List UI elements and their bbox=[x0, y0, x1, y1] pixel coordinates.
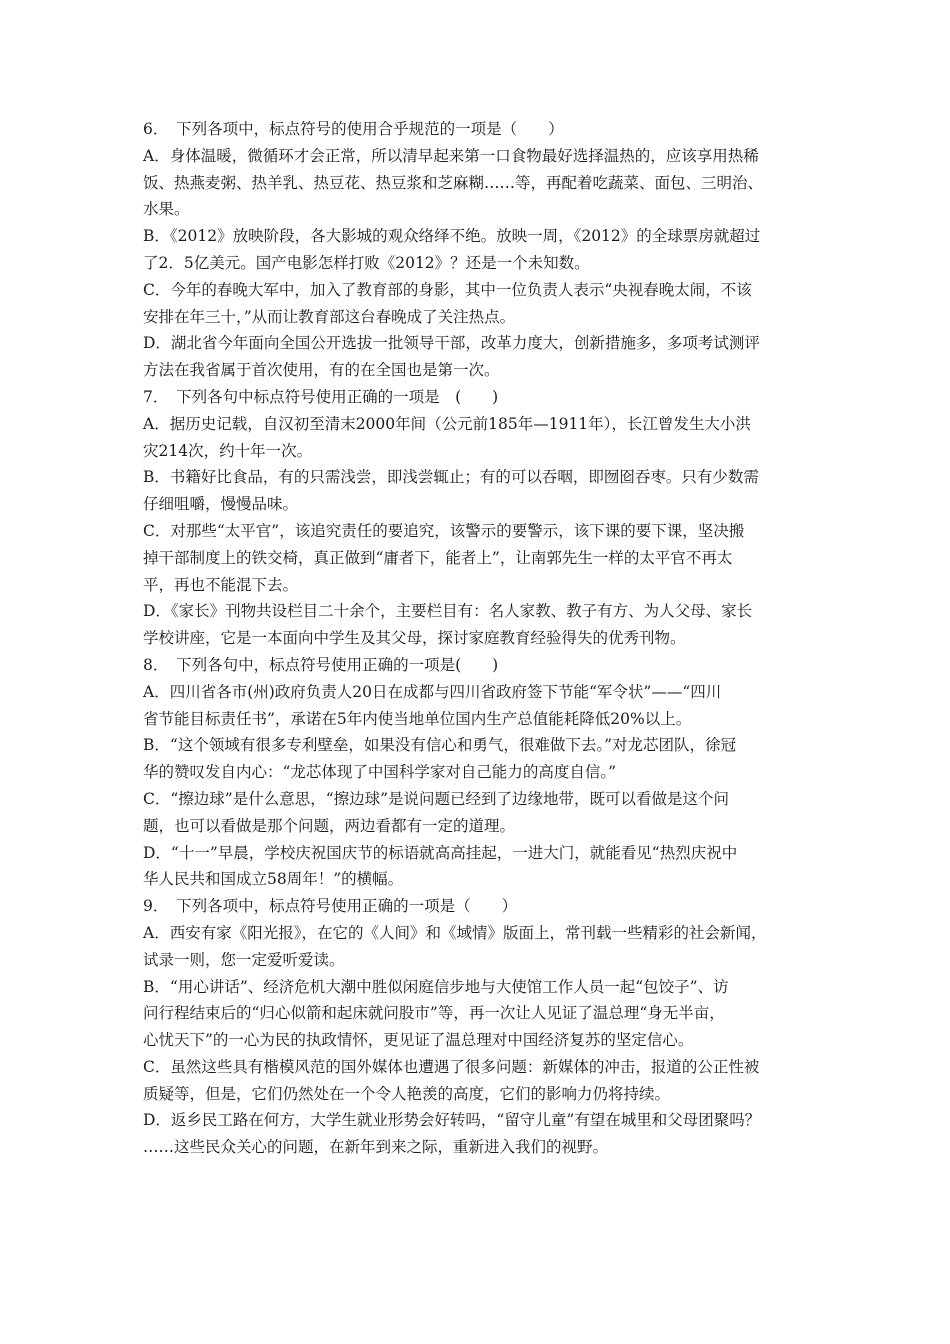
question-stem: 9． 下列各项中，标点符号使用正确的一项是（ ） bbox=[143, 897, 518, 916]
option-line: D．“十一”早晨，学校庆祝国庆节的标语就高高挂起，一进大门，就能看见“热烈庆祝中 bbox=[143, 843, 738, 862]
option-line: A．四川省各市(州)政府负责人20日在成都与四川省政府签下节能“军令状”——“四川 bbox=[143, 682, 722, 701]
option-line: 了2．5亿美元。国产电影怎样打败《2012》？还是一个未知数。 bbox=[143, 253, 590, 272]
option-line: 华的赞叹发自内心：“龙芯体现了中国科学家对自己能力的高度自信。” bbox=[143, 763, 617, 782]
option-line: 问行程结束后的“归心似箭和起床就问股市”等，再一次让人见证了温总理“身无半亩， bbox=[143, 1004, 725, 1023]
exam-page bbox=[143, 116, 813, 1161]
option-d bbox=[143, 1107, 813, 1161]
option-line: C．今年的春晚大军中，加入了教育部的身影，其中一位负责人表示“央视春晚太闹，不该 bbox=[143, 280, 752, 299]
option-line: 水果。 bbox=[143, 200, 190, 219]
option-d bbox=[143, 840, 813, 894]
option-line: 试录一则，您一定爱听爱读。 bbox=[143, 950, 345, 969]
question-9 bbox=[143, 893, 813, 1161]
option-line: 安排在年三十，”从而让教育部这台春晚成了关注热点。 bbox=[143, 307, 516, 326]
option-line: 省节能目标责任书”，承诺在5年内使当地单位国内生产总值能耗降低20%以上。 bbox=[143, 709, 692, 728]
option-line: B．“这个领域有很多专利壁垒，如果没有信心和勇气，很难做下去。”对龙芯团队，徐冠 bbox=[143, 736, 736, 755]
option-line: C．“擦边球”是什么意思，“擦边球”是说问题已经到了边缘地带，既可以看做是这个问 bbox=[143, 789, 730, 808]
option-line: 仔细咀嚼，慢慢品味。 bbox=[143, 495, 299, 514]
question-7 bbox=[143, 384, 813, 652]
option-a bbox=[143, 920, 813, 974]
option-line: 华人民共和国成立58周年！”的横幅。 bbox=[143, 870, 404, 889]
option-c bbox=[143, 786, 813, 840]
option-line: D．湖北省今年面向全国公开选拔一批领导干部，改革力度大，创新措施多，多项考试测评 bbox=[143, 334, 760, 353]
option-line: 平，再也不能混下去。 bbox=[143, 575, 299, 594]
question-stem: 7． 下列各句中标点符号使用正确的一项是 ( ) bbox=[143, 387, 499, 406]
option-line: ……这些民众关心的问题，在新年到来之际，重新进入我们的视野。 bbox=[143, 1138, 609, 1157]
option-d bbox=[143, 598, 813, 652]
option-line: B．书籍好比食品，有的只需浅尝，即浅尝辄止；有的可以吞咽，即囫囵吞枣。只有少数需 bbox=[143, 468, 759, 487]
option-line: B．《2012》放映阶段，各大影城的观众络绎不绝。放映一周，《2012》的全球票房就超过 bbox=[143, 227, 761, 246]
option-b bbox=[143, 464, 813, 518]
option-b bbox=[143, 223, 813, 277]
option-line: 质疑等，但是，它们仍然处在一个令人艳羡的高度，它们的影响力仍将持续。 bbox=[143, 1084, 671, 1103]
option-b bbox=[143, 974, 813, 1054]
option-line: 灾214次，约十年一次。 bbox=[143, 441, 313, 460]
question-8 bbox=[143, 652, 813, 893]
option-line: A．西安有家《阳光报》，在它的《人间》和《域情》版面上，常刊载一些精彩的社会新闻， bbox=[143, 923, 767, 942]
question-stem: 8． 下列各句中，标点符号使用正确的一项是( ) bbox=[143, 655, 499, 674]
option-line: 饭、热燕麦粥、热羊乳、热豆花、热豆浆和芝麻糊……等，再配着吃蔬菜、面包、三明治、 bbox=[143, 173, 764, 192]
option-line: 方法在我省属于首次使用，有的在全国也是第一次。 bbox=[143, 361, 500, 380]
option-c bbox=[143, 518, 813, 598]
option-line: 心忧天下”的一心为民的执政情怀，更见证了温总理对中国经济复苏的坚定信心。 bbox=[143, 1031, 694, 1050]
option-line: C．对那些“太平官”，该追究责任的要追究，该警示的要警示，该下课的要下课，坚决搬 bbox=[143, 521, 745, 540]
option-a bbox=[143, 143, 813, 223]
option-line: B．“用心讲话”、经济危机大潮中胜似闲庭信步地与大使馆工作人员一起“包饺子”、访 bbox=[143, 977, 729, 996]
question-6 bbox=[143, 116, 813, 384]
option-line: D．返乡民工路在何方，大学生就业形势会好转吗，“留守儿童”有望在城里和父母团聚吗？ bbox=[143, 1111, 761, 1130]
option-line: 学校讲座，它是一本面向中学生及其父母，探讨家庭教育经验得失的优秀刊物。 bbox=[143, 629, 686, 648]
option-a bbox=[143, 679, 813, 733]
option-a bbox=[143, 411, 813, 465]
option-line: D．《家长》刊物共设栏目二十余个，主要栏目有：名人家教、教子有方、为人父母、家长 bbox=[143, 602, 753, 621]
option-line: 掉干部制度上的铁交椅，真正做到“庸者下，能者上”，让南郭先生一样的太平官不再太 bbox=[143, 548, 733, 567]
option-line: 题，也可以看做是那个问题，两边看都有一定的道理。 bbox=[143, 816, 516, 835]
option-line: C．虽然这些具有楷模风范的国外媒体也遭遇了很多问题：新媒体的冲击，报道的公正性被 bbox=[143, 1057, 760, 1076]
option-b bbox=[143, 732, 813, 786]
option-c bbox=[143, 277, 813, 331]
option-line: A．据历史记载，自汉初至清末2000年间（公元前185年—1911年），长江曾发生大小洪 bbox=[143, 414, 751, 433]
option-c bbox=[143, 1054, 813, 1108]
option-line: A．身体温暖，微循环才会正常，所以清早起来第一口食物最好选择温热的，应该享用热稀 bbox=[143, 146, 759, 165]
option-d bbox=[143, 330, 813, 384]
question-stem: 6． 下列各项中，标点符号的使用合乎规范的一项是（ ） bbox=[143, 120, 564, 138]
